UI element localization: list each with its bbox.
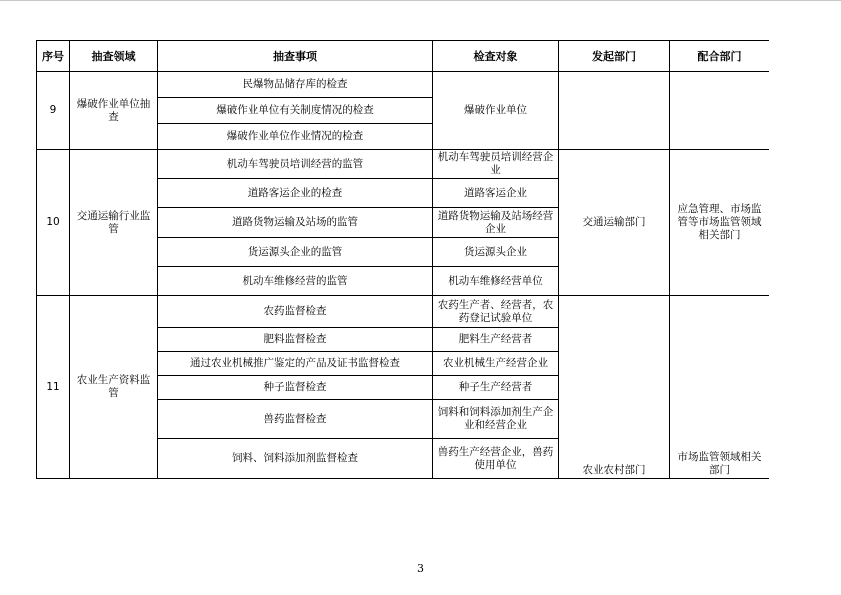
- target-cell: 农业机械生产经营企业: [433, 352, 559, 376]
- row-number: 10: [37, 150, 70, 296]
- item-cell: 爆破作业单位有关制度情况的检查: [158, 98, 433, 124]
- row-number: 11: [37, 296, 70, 479]
- cooperator-cell: 应急管理、市场监管等市场监管领域相关部门: [670, 150, 770, 296]
- field-cell: 农业生产资料监管: [70, 296, 158, 479]
- item-cell: 饲料、饲料添加剂监督检查: [158, 439, 433, 479]
- cooperator-cell: [670, 72, 770, 150]
- item-cell: 机动车维修经营的监管: [158, 267, 433, 296]
- target-cell: 兽药生产经营企业，兽药使用单位: [433, 439, 559, 479]
- target-cell: 农药生产者、经营者，农药登记试验单位: [433, 296, 559, 328]
- item-cell: 通过农业机械推广鉴定的产品及证书监督检查: [158, 352, 433, 376]
- target-cell: 道路客运企业: [433, 179, 559, 208]
- item-cell: 货运源头企业的监管: [158, 238, 433, 267]
- header-no: 序号: [37, 41, 70, 72]
- item-cell: 机动车驾驶员培训经营的监管: [158, 150, 433, 179]
- field-cell: 爆破作业单位抽查: [70, 72, 158, 150]
- target-cell: 饲料和饲料添加剂生产企业和经营企业: [433, 400, 559, 439]
- row-number: 9: [37, 72, 70, 150]
- header-item: 抽查事项: [158, 41, 433, 72]
- target-cell: 机动车驾驶员培训经营企业: [433, 150, 559, 179]
- initiator-cell: 交通运输部门: [559, 150, 670, 296]
- table-row: [37, 296, 770, 328]
- item-cell: 道路货物运输及站场的监管: [158, 208, 433, 238]
- header-field: 抽查领域: [70, 41, 158, 72]
- target-cell: 种子生产经营者: [433, 376, 559, 400]
- inspection-table-container: [36, 40, 769, 483]
- field-cell: 交通运输行业监管: [70, 150, 158, 296]
- target-cell: 道路货物运输及站场经营企业: [433, 208, 559, 238]
- target-cell: 货运源头企业: [433, 238, 559, 267]
- inspection-table: [36, 40, 769, 479]
- table-row: [37, 150, 770, 179]
- item-cell: 种子监督检查: [158, 376, 433, 400]
- item-cell: 道路客运企业的检查: [158, 179, 433, 208]
- page-number: 3: [417, 562, 424, 575]
- cooperator-cell: 市场监管领域相关部门: [670, 296, 770, 479]
- table-row: [37, 72, 770, 98]
- target-cell: 肥料生产经营者: [433, 328, 559, 352]
- header-row: [37, 41, 770, 72]
- header-initiator: 发起部门: [559, 41, 670, 72]
- initiator-cell: [559, 72, 670, 150]
- item-cell: 爆破作业单位作业情况的检查: [158, 124, 433, 150]
- item-cell: 兽药监督检查: [158, 400, 433, 439]
- item-cell: 民爆物品储存库的检查: [158, 72, 433, 98]
- initiator-cell: 农业农村部门: [559, 296, 670, 479]
- header-target: 检查对象: [433, 41, 559, 72]
- top-border-line: [0, 0, 841, 1]
- item-cell: 肥料监督检查: [158, 328, 433, 352]
- item-cell: 农药监督检查: [158, 296, 433, 328]
- target-cell: 机动车维修经营单位: [433, 267, 559, 296]
- header-cooperator: 配合部门: [670, 41, 770, 72]
- target-cell: 爆破作业单位: [433, 72, 559, 150]
